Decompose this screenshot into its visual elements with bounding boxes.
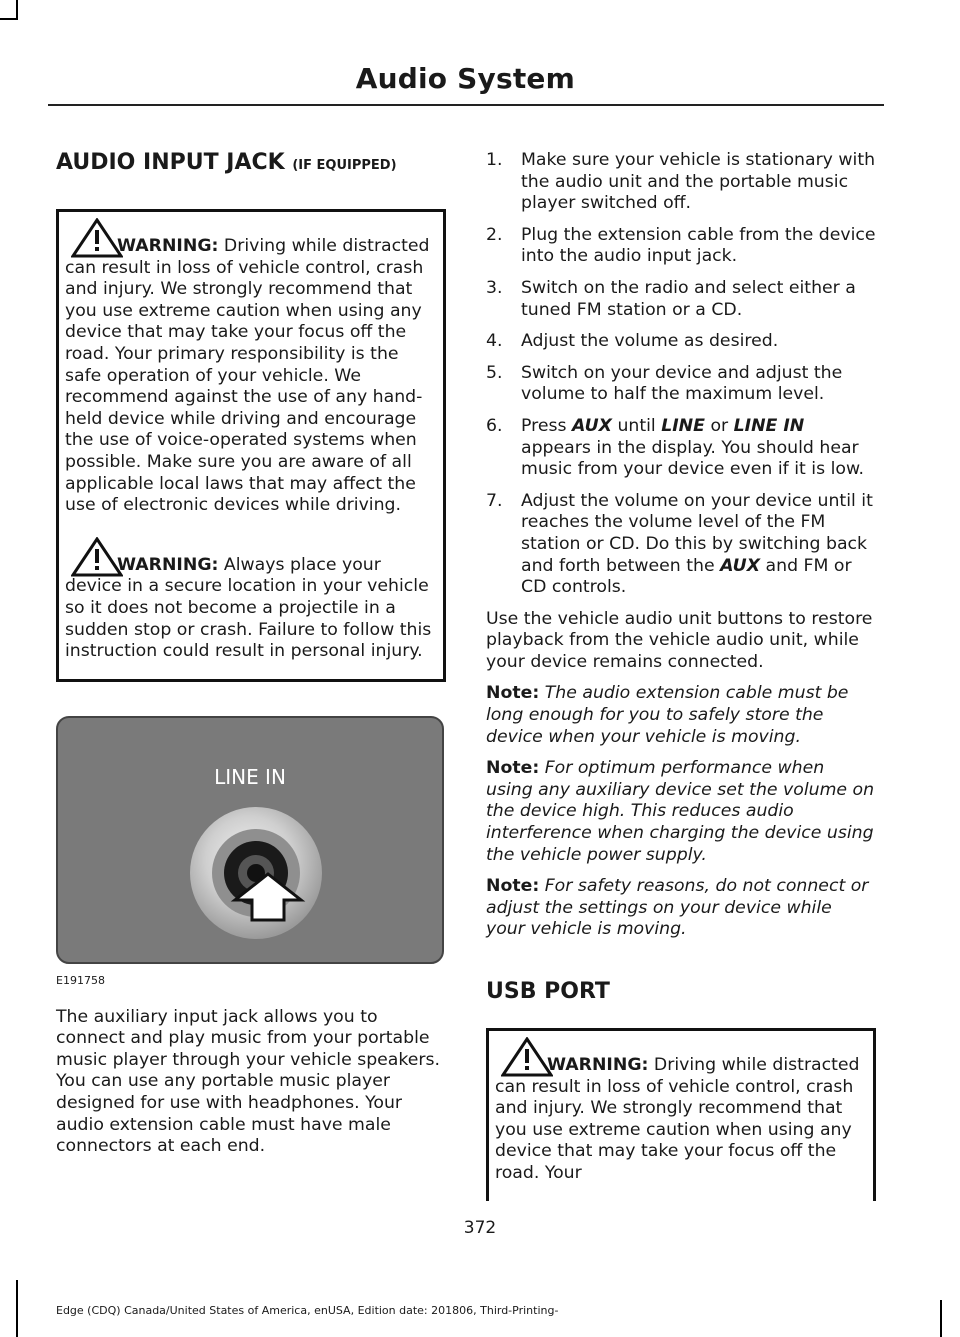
warning-triangle-icon: [71, 537, 123, 577]
text-run: Press: [521, 415, 572, 436]
warning-box: [56, 209, 446, 682]
step-number: 2.: [486, 224, 503, 245]
crop-mark: [16, 0, 18, 20]
step-number: 7.: [486, 490, 503, 511]
warning-label: WARNING:: [547, 1055, 649, 1075]
warning-triangle-icon: [71, 218, 123, 258]
note: [486, 683, 876, 748]
steps-list: [486, 150, 876, 599]
section-heading: [56, 150, 446, 175]
list-item: [486, 416, 876, 481]
warning-item: [495, 1055, 867, 1185]
warning-text: Always place your device in a secure location in your vehicle so it does not become a projectile in a sudden stop or crash. Failure to follow this instruction could result in personal injury.: [65, 554, 432, 662]
heading-text: AUDIO INPUT JACK: [56, 150, 285, 175]
line-label: LINE: [661, 415, 705, 436]
step-number: 4.: [486, 331, 503, 352]
list-item: [486, 225, 876, 268]
step-number: 1.: [486, 150, 503, 170]
step-text: [521, 416, 864, 479]
note: [486, 758, 876, 866]
header-divider: [48, 104, 884, 106]
text-run: Adjust the volume on your device until it reaches the volume level of the FM station or CD. Do this by switching back and forth between the: [521, 490, 873, 576]
step-number: 5.: [486, 362, 503, 383]
warning-label: WARNING:: [117, 236, 219, 256]
heading-qualifier: (IF EQUIPPED): [292, 158, 397, 173]
line-in-label: LINE IN: [214, 764, 286, 789]
warning-triangle-icon: [501, 1037, 553, 1077]
step-text: Switch on the radio and select either a tuned FM station or a CD.: [521, 277, 856, 320]
footer-text: Edge (CDQ) Canada/United States of America, enUSA, Edition date: 201806, Third-Printing-: [56, 1304, 559, 1317]
line-in-figure: [56, 716, 446, 966]
step-number: 3.: [486, 277, 503, 298]
section-heading: USB PORT: [486, 979, 610, 1004]
note-text: For safety reasons, do not connect or adjust the settings on your device while your vehicle is moving.: [486, 876, 869, 940]
note-text: For optimum performance when using any auxiliary device set the volume on the device high. This reduces audio interference when charging the device using the vehicle power supply.: [486, 758, 875, 865]
body-paragraph: The auxiliary input jack allows you to connect and play music from your portable music player through your vehicle speakers. You can use any portable music player designed for use with headphones. Your audio extension cable must have male connectors at each end.: [56, 1006, 441, 1157]
page-title: Audio System: [355, 62, 575, 95]
aux-label: AUX: [720, 555, 761, 576]
crop-mark: [940, 1300, 942, 1337]
note-label: Note:: [486, 683, 540, 704]
list-item: [486, 491, 876, 599]
step-text: Switch on your device and adjust the volume to half the maximum level.: [521, 362, 843, 405]
note: [486, 876, 876, 941]
warning-item: [65, 236, 437, 517]
warning-text: Driving while distracted can result in loss of vehicle control, crash and injury. We strongly recommend that you use extreme caution when using any device that may take your focus off the road. Your primary responsibility is the safe operation of your vehicle. We recommend against the use of any hand-held device while driving and encourage the use of voice-operated systems when possible. Make sure you are aware of all applicable local laws that may affect the use of electronic devices while driving.: [65, 236, 430, 516]
step-number: 6.: [486, 415, 503, 436]
crop-mark: [0, 18, 18, 20]
list-item: [486, 278, 876, 321]
step-text: [521, 491, 873, 597]
figure-id: E191758: [56, 973, 105, 987]
step-text: Make sure your vehicle is stationary with the audio unit and the portable music player switched off.: [521, 150, 876, 214]
line-in-jack-illustration: [56, 716, 446, 966]
text-run: until: [611, 415, 662, 436]
body-paragraph: Use the vehicle audio unit buttons to restore playback from the vehicle audio unit, while your device remains connected.: [486, 608, 873, 672]
list-item: [486, 331, 876, 353]
text-run: or: [704, 415, 734, 436]
warning-item: [65, 555, 437, 663]
right-column: [486, 150, 876, 1201]
left-column: [56, 150, 446, 1168]
text-run: appears in the display. You should hear music from your device even if it is low.: [521, 437, 864, 480]
line-in-text-label: LINE IN: [733, 415, 805, 436]
note-label: Note:: [486, 758, 540, 779]
text-run: and FM or CD controls.: [521, 555, 852, 598]
warning-box: [486, 1028, 876, 1201]
note-label: Note:: [486, 876, 540, 897]
warning-text: Driving while distracted can result in loss of vehicle control, crash and injury. We strongly recommend that you use extreme caution when using any device that may take your focus off the road. Your: [495, 1055, 860, 1183]
list-item: [486, 150, 876, 215]
step-text: Plug the extension cable from the device into the audio input jack.: [521, 224, 876, 267]
page-number: 372: [463, 1218, 497, 1238]
step-text: Adjust the volume as desired.: [521, 331, 779, 352]
warning-label: WARNING:: [117, 554, 219, 575]
crop-mark: [16, 1280, 18, 1337]
aux-label: AUX: [571, 415, 612, 436]
list-item: [486, 363, 876, 406]
note-text: The audio extension cable must be long enough for you to safely store the device when your vehicle is moving.: [486, 683, 849, 747]
